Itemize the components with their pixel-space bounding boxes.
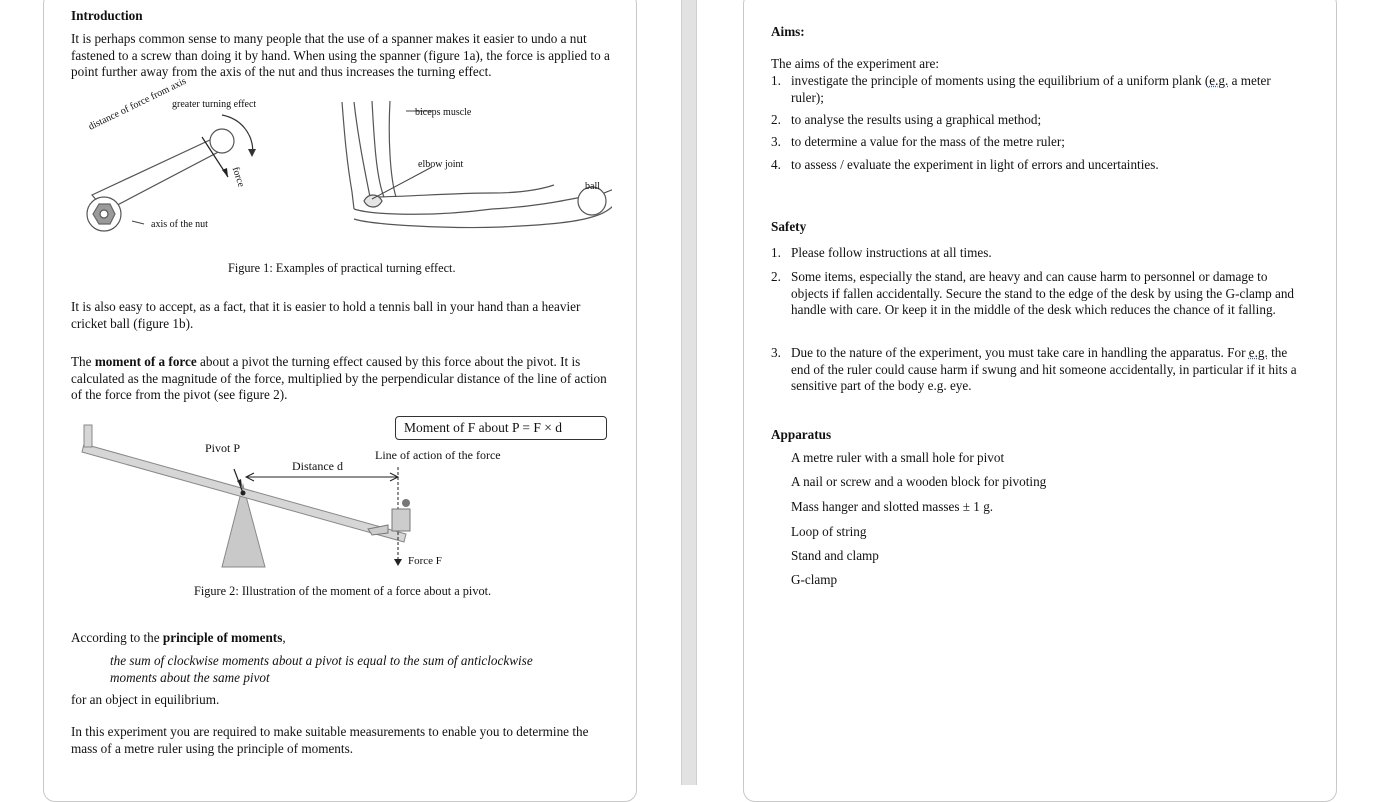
equilibrium-line: for an object in equilibrium. <box>71 692 220 707</box>
aims-heading: Aims: <box>771 24 805 39</box>
aims-intro: The aims of the experiment are: <box>771 56 940 71</box>
intro-paragraph: It is perhaps common sense to many people that the use of a spanner makes it easier to undo a nut fastened to a screw than doing it by hand. When using the spanner (figure 1a), the force is applied to a point further away from the axis of the nut and thus increases the turning effect. <box>71 31 610 79</box>
figure-2-caption: Figure 2: Illustration of the moment of a force about a pivot. <box>194 584 492 598</box>
arm-drawing <box>342 101 612 228</box>
page-gutter <box>681 0 697 785</box>
label-elbow-joint: elbow joint <box>418 159 464 170</box>
apparatus-heading: Apparatus <box>771 427 832 442</box>
safety-heading: Safety <box>771 219 807 234</box>
introduction-heading: Introduction <box>71 8 143 23</box>
label-distance-from-axis: distance of force from axis <box>86 75 189 133</box>
principle-intro: According to the principle of moments, <box>71 630 286 645</box>
apparatus-item: Mass hanger and slotted masses ± 1 g. <box>791 499 994 514</box>
apparatus-item: A metre ruler with a small hole for pivot <box>791 450 1005 465</box>
label-axis-of-nut: axis of the nut <box>151 219 208 230</box>
apparatus-item: G-clamp <box>791 572 838 587</box>
label-biceps-muscle: biceps muscle <box>415 107 472 118</box>
moment-definition-paragraph: The moment of a force about a pivot the turning effect caused by this force about the pivot. It is calculated as the magnitude of the force, multiplied by the perpendicular distance of the line of action of the force from the pivot (see figure 2). <box>71 354 607 402</box>
figure-2-seesaw-illustration <box>76 421 426 581</box>
label-greater-turning-effect: greater turning effect <box>172 99 257 110</box>
moment-formula-box: Moment of F about P = F × d <box>395 416 607 440</box>
pivot-label: Pivot P <box>205 441 241 455</box>
force-label: Force F <box>408 555 442 567</box>
principle-quote: the sum of clockwise moments about a pivot is equal to the sum of anticlockwise moments about the same pivot <box>110 653 533 685</box>
label-force-arrow: force <box>229 165 247 189</box>
distance-label: Distance d <box>292 459 343 473</box>
line-of-action-label: Line of action of the force <box>375 448 501 462</box>
label-ball: ball <box>585 181 600 192</box>
apparatus-item: Loop of string <box>791 524 867 539</box>
figure-1-caption: Figure 1: Examples of practical turning effect. <box>228 261 456 275</box>
tennis-ball-paragraph: It is also easy to accept, as a fact, that it is easier to hold a tennis ball in your hand than a heavier cricket ball (figure 1b). <box>71 299 581 331</box>
spanner-drawing <box>87 129 234 231</box>
eg-link[interactable]: e.g. <box>1248 345 1268 360</box>
document-page-right: Aims: The aims of the experiment are: 1. investigate the principle of moments using the equilibrium of a uniform plank (e.g. a meter ruler); 2. to analyse the results using a graphical method; 3. to determine a value for the mass of the metre ruler; 4. to assess / evaluate the experiment in light of errors and uncertainties. Safety 1. Please follow instructions at all times. 2. Some items, especially the stand, are heavy and can cause harm to personnel or damage to objects if fallen accidentally. Secure the stand to the edge of the desk by using the G-clamp and handle with care. Or keep it in the middle of the desk which reduces the chance of it falling. 3. Due to the nature of the experiment, you must take care in handling the apparatus. For e.g. the end of the ruler could cause harm if swung and hit someone accidentally, in particular if it hits a sensitive part of the body e.g. eye. Apparatus A metre ruler with a small hole for pivot A nail or screw and a wooden block for pivoting Mass hanger and slotted masses ± 1 g. Loop of string Stand and clamp G-clamp <box>743 0 1337 802</box>
apparatus-item: Stand and clamp <box>791 548 879 563</box>
experiment-paragraph: In this experiment you are required to make suitable measurements to enable you to determine the mass of a metre ruler using the principle of moments. <box>71 724 589 756</box>
apparatus-item: A nail or screw and a wooden block for pivoting <box>791 474 1047 489</box>
principle-of-moments-term: principle of moments <box>162 630 283 645</box>
moment-of-a-force-term: moment of a force <box>94 354 197 369</box>
document-page-left <box>43 0 637 802</box>
eg-link[interactable]: e.g. <box>1209 73 1229 88</box>
